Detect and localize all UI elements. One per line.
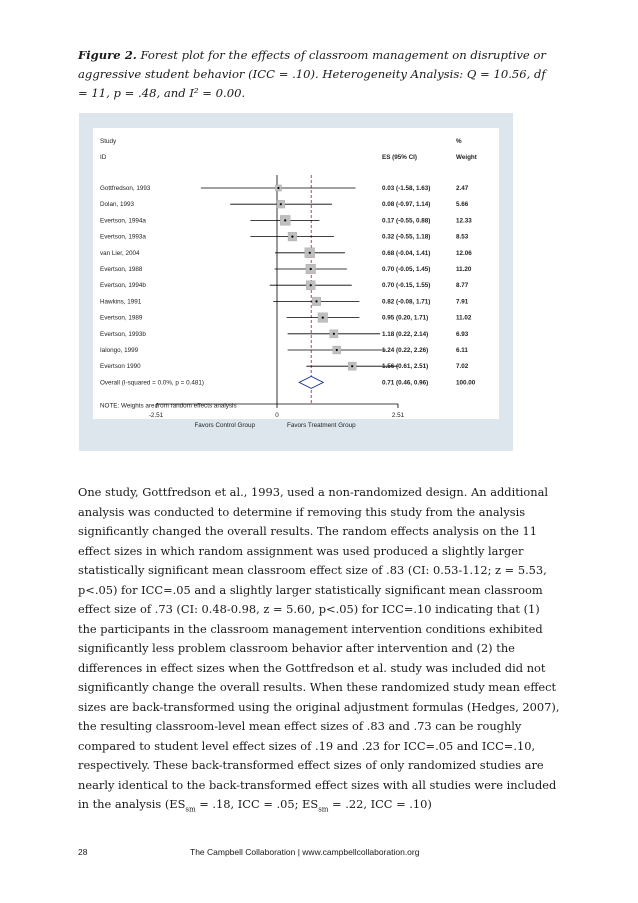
study-label: Evertson, 1994b — [100, 282, 146, 290]
study-label: Evertson, 1988 — [100, 266, 143, 273]
es-ci-value: 0.82 (-0.08, 1.71) — [382, 298, 431, 306]
header-study: Study — [100, 138, 117, 145]
favors-control-label: Favors Control Group — [194, 422, 255, 429]
study-label: Evertson, 1993b — [100, 330, 146, 338]
header-es-ci: ES (95% CI) — [382, 154, 417, 161]
subscript-sm-1: sm — [185, 805, 196, 814]
es-point — [322, 317, 324, 319]
x-tick-label: 0 — [275, 412, 279, 419]
es-point — [291, 236, 293, 238]
header-percent: % — [456, 138, 462, 145]
weight-value: 2.47 — [456, 185, 469, 192]
plot-area — [93, 128, 499, 419]
weight-value: 11.02 — [456, 314, 472, 322]
weight-value: 8.53 — [456, 233, 469, 241]
es-ci-value: 0.70 (-0.15, 1.55) — [382, 282, 431, 290]
es-ci-value: 1.18 (0.22, 2.14) — [382, 330, 429, 338]
study-label: Evertson, 1993a — [100, 233, 146, 241]
study-label: Evertson, 1994a — [100, 217, 146, 225]
body-text-mid: = .18, ICC = .05; ES — [195, 797, 319, 811]
weight-value: 6.11 — [456, 347, 468, 354]
weight-value: 12.33 — [456, 217, 472, 225]
es-ci-value: 0.32 (-0.55, 1.18) — [382, 233, 431, 241]
es-ci-value: 0.70 (-0.05, 1.45) — [382, 266, 431, 273]
page-number: 28 — [78, 847, 88, 857]
es-ci-value: 0.08 (-0.97, 1.14) — [382, 201, 431, 209]
figure-caption-text: Forest plot for the effects of classroom management on disruptive or aggressive student behavior (ICC = .10). Heterogeneity Analysis: Q = 10.56, df = 11, p = .48, and I² = 0.00. — [78, 48, 546, 100]
footer-source: The Campbell Collaboration | www.campbellcollaboration.org — [190, 847, 420, 857]
es-point — [310, 284, 312, 286]
overall-label: Overall (I-squared = 0.0%, p = 0.481) — [100, 379, 204, 387]
es-ci-value: 0.68 (-0.04, 1.41) — [382, 249, 431, 257]
es-point — [280, 203, 282, 205]
study-label: Evertson, 1989 — [100, 314, 143, 322]
subscript-sm-2: sm — [318, 805, 329, 814]
overall-es-ci: 0.71 (0.46, 0.96) — [382, 379, 429, 387]
header-weight: Weight — [456, 154, 477, 161]
es-point — [336, 349, 338, 351]
study-label: Ialongo, 1999 — [100, 347, 139, 354]
overall-weight: 100.00 — [456, 379, 476, 387]
weight-value: 5.66 — [456, 201, 469, 209]
body-text-main: One study, Gottfredson et al., 1993, used a non-randomized design. An additional analysis was conducted to determine if removing this study from the analysis significantly changed the overall results. The random effects analysis on the 11 effect sizes in which random assignment was used produced a slightly larger statistically significant mean classroom effect size of .83 (CI: 0.53-1.12; z = 5.53, p<.05) for ICC=.05 and a slightly larger statistically significant mean classroom effect size of .73 (CI: 0.48-0.98, z = 5.60, p<.05) for ICC=.10 indicating that (1) the participants in the classroom management intervention conditions exhibited significantly less problem classroom behavior after intervention and (2) the differences in effect sizes when the Gottfredson et al. study was included did not significantly change the overall results. When these randomized study mean effect sizes are back-transformed using the original adjustment formulas (Hedges, 2007), the resulting classroom-level mean effect sizes of .83 and .73 can be roughly compared to student level effect sizes of .19 and .23 for ICC=.05 and ICC=.10, respectively. These back-transformed effect sizes of only randomized studies are nearly identical to the back-transformed effect sizes with all studies were included in the analysis (ES — [78, 485, 560, 811]
x-tick-label: 2.51 — [391, 412, 405, 419]
weight-value: 12.06 — [456, 249, 472, 257]
es-ci-value: 0.03 (-1.58, 1.63) — [382, 185, 431, 192]
study-label: Gottfredson, 1993 — [100, 185, 151, 192]
es-point — [277, 187, 279, 189]
forest-plot-panel — [79, 113, 513, 451]
weight-value: 8.77 — [456, 282, 469, 290]
es-point — [333, 333, 335, 335]
study-label: Dolan, 1993 — [100, 201, 134, 209]
weight-value: 6.93 — [456, 330, 469, 338]
es-point — [284, 219, 286, 221]
favors-treatment-label: Favors Treatment Group — [287, 422, 356, 429]
figure-label: Figure 2. — [78, 48, 137, 62]
body-text-end: = .22, ICC = .10) — [328, 797, 432, 811]
es-point — [310, 268, 312, 270]
weight-value: 7.02 — [456, 363, 469, 371]
weights-note: NOTE: Weights are from random effects analysis — [100, 402, 237, 410]
forest-plot — [79, 113, 513, 451]
es-point — [309, 252, 311, 254]
es-ci-value: 0.95 (0.20, 1.71) — [382, 314, 429, 322]
es-point — [351, 365, 353, 367]
study-label: Hawkins, 1991 — [100, 298, 142, 306]
es-point — [315, 300, 317, 302]
weight-value: 11.20 — [456, 266, 472, 273]
header-id: ID — [100, 154, 107, 161]
body-paragraph — [78, 483, 560, 820]
es-ci-value: 1.24 (0.22, 2.26) — [382, 347, 429, 354]
figure-caption — [78, 46, 558, 103]
es-ci-value: 1.56 (0.61, 2.51) — [382, 363, 429, 371]
weight-value: 7.91 — [456, 298, 469, 306]
es-ci-value: 0.17 (-0.55, 0.88) — [382, 217, 431, 225]
study-label: van Lier, 2004 — [100, 249, 140, 257]
x-tick-label: -2.51 — [148, 412, 164, 419]
study-label: Evertson 1990 — [100, 363, 141, 371]
